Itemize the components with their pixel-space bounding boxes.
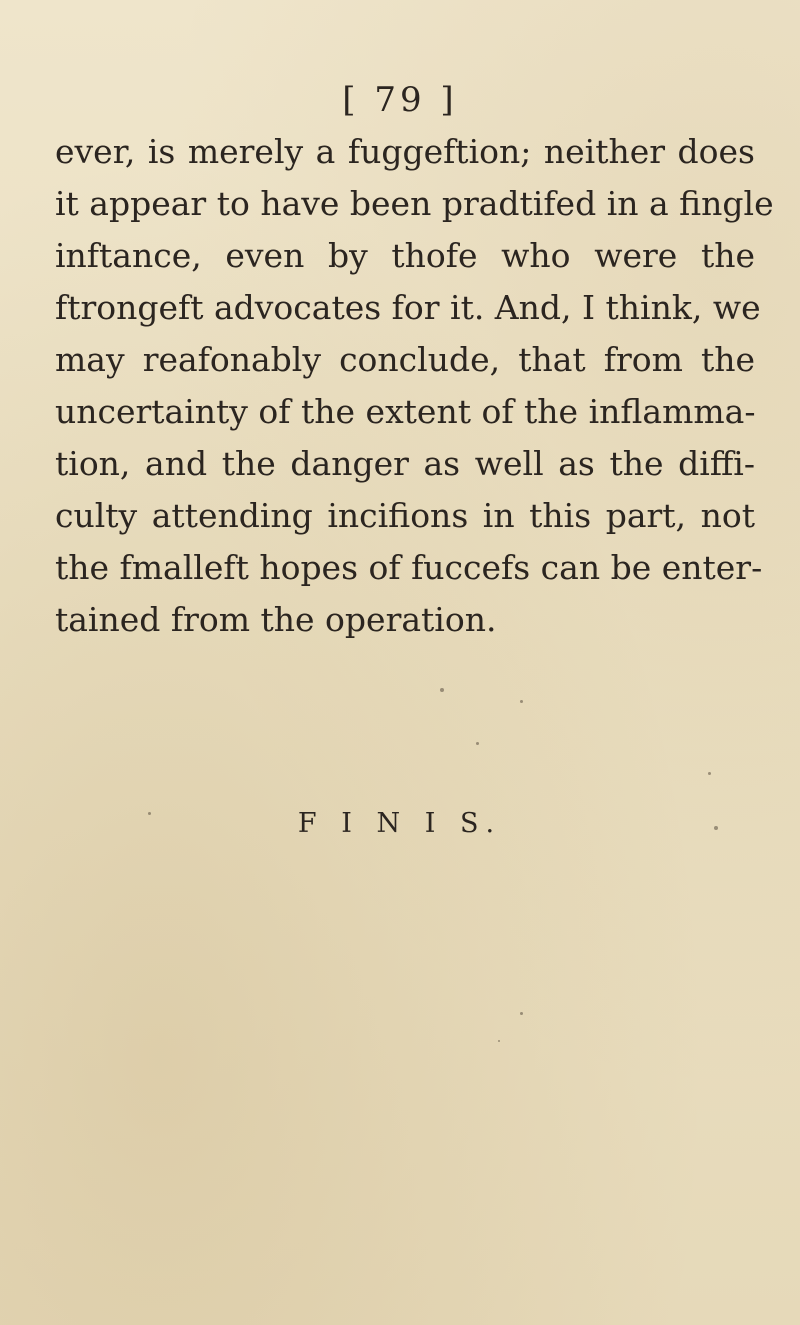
text-line: tion, and the danger as well as the diffi- — [55, 444, 755, 483]
paper-speck — [440, 688, 444, 692]
text-line: ever, is merely a fuggeftion; neither does — [55, 132, 755, 171]
paper-speck — [476, 742, 479, 745]
text-line: ftrongeft advocates for it. And, I think, we — [55, 288, 761, 327]
paper-speck — [520, 700, 523, 703]
text-line: may reafonably conclude, that from the — [55, 340, 755, 379]
text-line: it appear to have been pradtifed in a fingle — [55, 184, 774, 223]
text-line: inftance, even by thofe who were the — [55, 236, 755, 275]
paper-speck — [708, 772, 711, 775]
paper-speck — [714, 826, 718, 830]
body-text — [55, 126, 774, 646]
finis-heading: F I N I S. — [297, 808, 503, 839]
text-line: culty attending incifions in this part, not — [55, 496, 755, 535]
paper-speck — [520, 1012, 523, 1015]
paper-speck — [148, 812, 151, 815]
text-line: uncertainty of the extent of the inflamma- — [55, 392, 756, 431]
paper-speck — [498, 1040, 500, 1042]
page-number: [ 79 ] — [342, 80, 458, 120]
text-line: tained from the operation. — [55, 600, 497, 639]
text-line: the fmalleft hopes of fuccefs can be enter- — [55, 548, 763, 587]
